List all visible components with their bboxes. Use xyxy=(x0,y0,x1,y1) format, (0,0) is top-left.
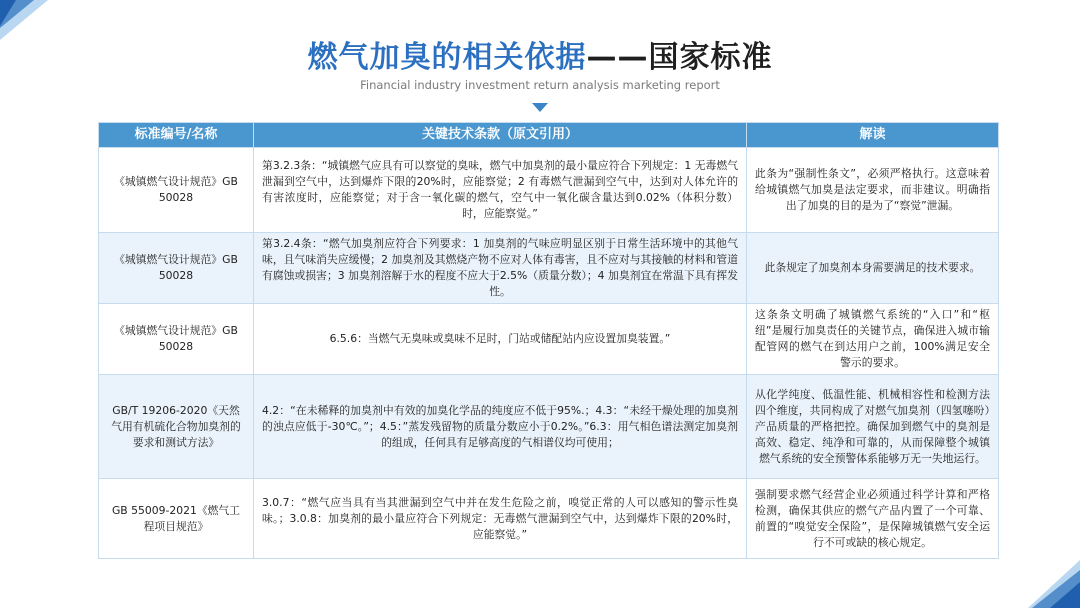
cell-standard: 《城镇燃气设计规范》GB 50028 xyxy=(99,304,254,375)
standards-table xyxy=(98,122,999,559)
corner-decoration-bottom-right xyxy=(1010,560,1080,608)
cell-clause: 第3.2.3条：“城镇燃气应具有可以察觉的臭味，燃气中加臭剂的最小量应符合下列规定：1 无毒燃气泄漏到空气中，达到爆炸下限的20%时，应能察觉；2 有毒燃气泄漏到空气中，达到对人体允许的有害浓度时，应能察觉；对于含一氧化碳的燃气，空气中一氧化碳含量达到0.02%（体积分数）时，应能察觉。” xyxy=(254,148,747,233)
cell-clause: 3.0.7：“燃气应当具有当其泄漏到空气中并在发生危险之前，嗅觉正常的人可以感知的警示性臭味。；3.0.8：加臭剂的最小量应符合下列规定：无毒燃气泄漏到空气中，达到爆炸下限的20%时，应能察觉。” xyxy=(254,479,747,559)
page-subtitle: Financial industry investment return analysis marketing report xyxy=(360,78,720,92)
cell-interpretation: 这条条文明确了城镇燃气系统的“入口”和“枢纽”是履行加臭责任的关键节点，确保进入城市输配管网的燃气在到达用户之前，100%满足安全警示的要求。 xyxy=(747,304,999,375)
header-clause: 关键技术条款（原文引用） xyxy=(254,123,747,148)
header-standard: 标准编号/名称 xyxy=(99,123,254,148)
table-header-row xyxy=(99,123,999,148)
cell-interpretation: 此条规定了加臭剂本身需要满足的技术要求。 xyxy=(747,233,999,304)
cell-standard: 《城镇燃气设计规范》GB 50028 xyxy=(99,233,254,304)
down-arrow-icon xyxy=(532,103,548,112)
table-row xyxy=(99,148,999,233)
cell-interpretation: 此条为“强制性条文”，必须严格执行。这意味着给城镇燃气加臭是法定要求，而非建议。明确指出了加臭的目的是为了“察觉”泄漏。 xyxy=(747,148,999,233)
cell-standard: GB 55009-2021《燃气工程项目规范》 xyxy=(99,479,254,559)
table-row xyxy=(99,304,999,375)
page-title xyxy=(0,38,1080,78)
cell-clause: 4.2：“在未稀释的加臭剂中有效的加臭化学品的纯度应不低于95%.；4.3：“未经干燥处理的加臭剂的浊点应低于-30℃。”；4.5：”蒸发残留物的质量分数应小于0.2%。”6.3：用气相色谱法测定加臭剂的组成，任何具有足够高度的气相谱仪均可使用； xyxy=(254,375,747,479)
corner-decoration-top-left xyxy=(0,0,48,40)
cell-standard: GB/T 19206-2020《天然气用有机硫化合物加臭剂的要求和测试方法》 xyxy=(99,375,254,479)
title-block xyxy=(0,38,1080,92)
cell-clause: 6.5.6：当燃气无臭味或臭味不足时，门站或储配站内应设置加臭装置。” xyxy=(254,304,747,375)
cell-interpretation: 强制要求燃气经营企业必须通过科学计算和严格检测，确保其供应的燃气产品内置了一个可靠、前置的“嗅觉安全保险”，是保障城镇燃气安全运行不可或缺的核心规定。 xyxy=(747,479,999,559)
cell-interpretation: 从化学纯度、低温性能、机械相容性和检测方法四个维度，共同构成了对燃气加臭剂（四氢噻吩）产品质量的严格把控。确保加到燃气中的臭剂是高效、稳定、纯净和可靠的，从而保障整个城镇燃气系统的安全预警体系能够万无一失地运行。 xyxy=(747,375,999,479)
table-row xyxy=(99,375,999,479)
table-row xyxy=(99,479,999,559)
table-row xyxy=(99,233,999,304)
cell-clause: 第3.2.4条：“燃气加臭剂应符合下列要求：1 加臭剂的气味应明显区别于日常生活环境中的其他气味，且气味消失应缓慢；2 加臭剂及其燃烧产物不应对人体有毒害，且不应对与其接触的材料和管道有腐蚀或损害；3 加臭剂溶解于水的程度不应大于2.5%（质量分数）；4 加臭剂宜在常温下具有挥发性。 xyxy=(254,233,747,304)
header-interpretation: 解读 xyxy=(747,123,999,148)
title-suffix: ——国家标准 xyxy=(586,40,773,75)
title-main: 燃气加臭的相关依据 xyxy=(307,40,587,75)
cell-standard: 《城镇燃气设计规范》GB 50028 xyxy=(99,148,254,233)
